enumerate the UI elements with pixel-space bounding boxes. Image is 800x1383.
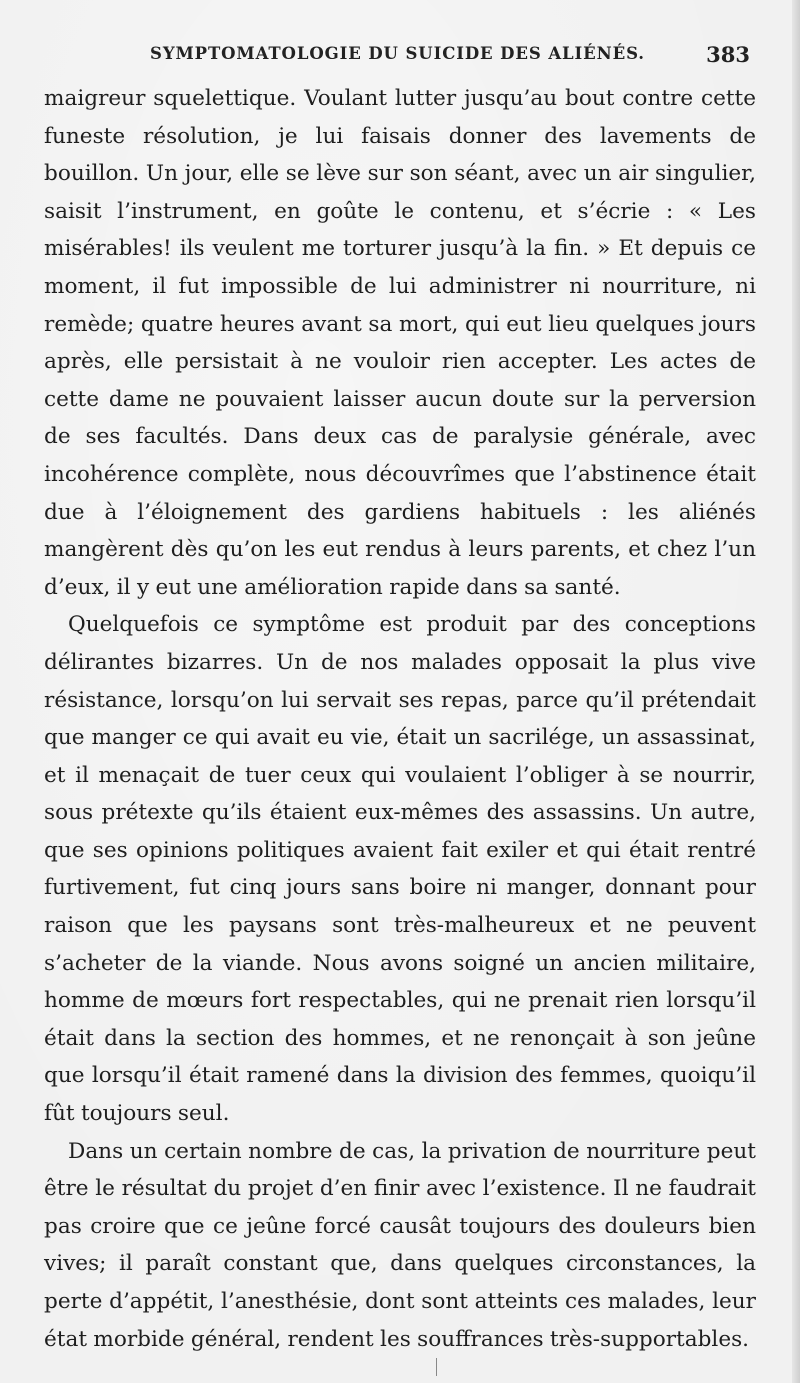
page-header (150, 44, 750, 74)
page-edge (792, 0, 800, 1383)
running-title: SYMPTOMATOLOGIE DU SUICIDE DES ALIÉNÉS. (150, 44, 645, 63)
paragraph-delirious-conceptions: Quelquefois ce symptôme est produit par des conceptions délirantes bizarres. Un de nos malades opposait la plus vive résistance, lorsqu’on lui servait ses repas, parce qu’il prétendait que manger ce qui avait eu vie, était un sacrilége, un assassinat, et il menaçait de tuer ceux qui voulaient l’obliger à se nourrir, sous prétexte qu’ils étaient eux-mêmes des assassins. Un autre, que ses opinions politiques avaient fait exiler et qui était rentré furtivement, fut cinq jours sans boire ni manger, donnant pour raison que les paysans sont très-malheureux et ne peuvent s’acheter de la viande. Nous avons soigné un ancien militaire, homme de mœurs fort respectables, qui ne prenait rien lorsqu’il était dans la section des hommes, et ne renonçait à son jeûne que lorsqu’il était ramené dans la division des femmes, quoiqu’il fût toujours seul. (44, 612, 756, 1127)
page-number: 383 (706, 42, 750, 67)
body-text (44, 80, 756, 1358)
paragraph-food-deprivation: Dans un certain nombre de cas, la privation de nourriture peut être le résultat du projet d’en finir avec l’existence. Il ne faudrait pas croire que ce jeûne forcé causât toujours des douleurs bien vives; il paraît constant que, dans quelques circonstances, la perte d’appétit, l’anesthésie, dont sont atteints ces malades, leur état morbide général, rendent les souffrances très-supportables. (44, 1138, 756, 1352)
paragraph-continuation: maigreur squelettique. Voulant lutter jusqu’au bout contre cette funeste résolution, je lui faisais donner des lavements de bouillon. Un jour, elle se lève sur son séant, avec un air singulier, saisit l’instrument, en goûte le contenu, et s’écrie : « Les misérables! ils veulent me torturer jusqu’à la fin. » Et depuis ce moment, il fut impossible de lui administrer ni nourriture, ni remède; quatre heures avant sa mort, qui eut lieu quelques jours après, elle persistait à ne vouloir rien accepter. Les actes de cette dame ne pouvaient laisser aucun doute sur la perversion de ses facultés. Dans deux cas de paralysie générale, avec incohérence complète, nous découvrîmes que l’abstinence était due à l’éloignement des gardiens habituels : les aliénés mangèrent dès qu’on les eut rendus à leurs parents, et chez l’un d’eux, il y eut une amélioration rapide dans sa santé. (44, 86, 756, 600)
page-mark (436, 1358, 437, 1376)
